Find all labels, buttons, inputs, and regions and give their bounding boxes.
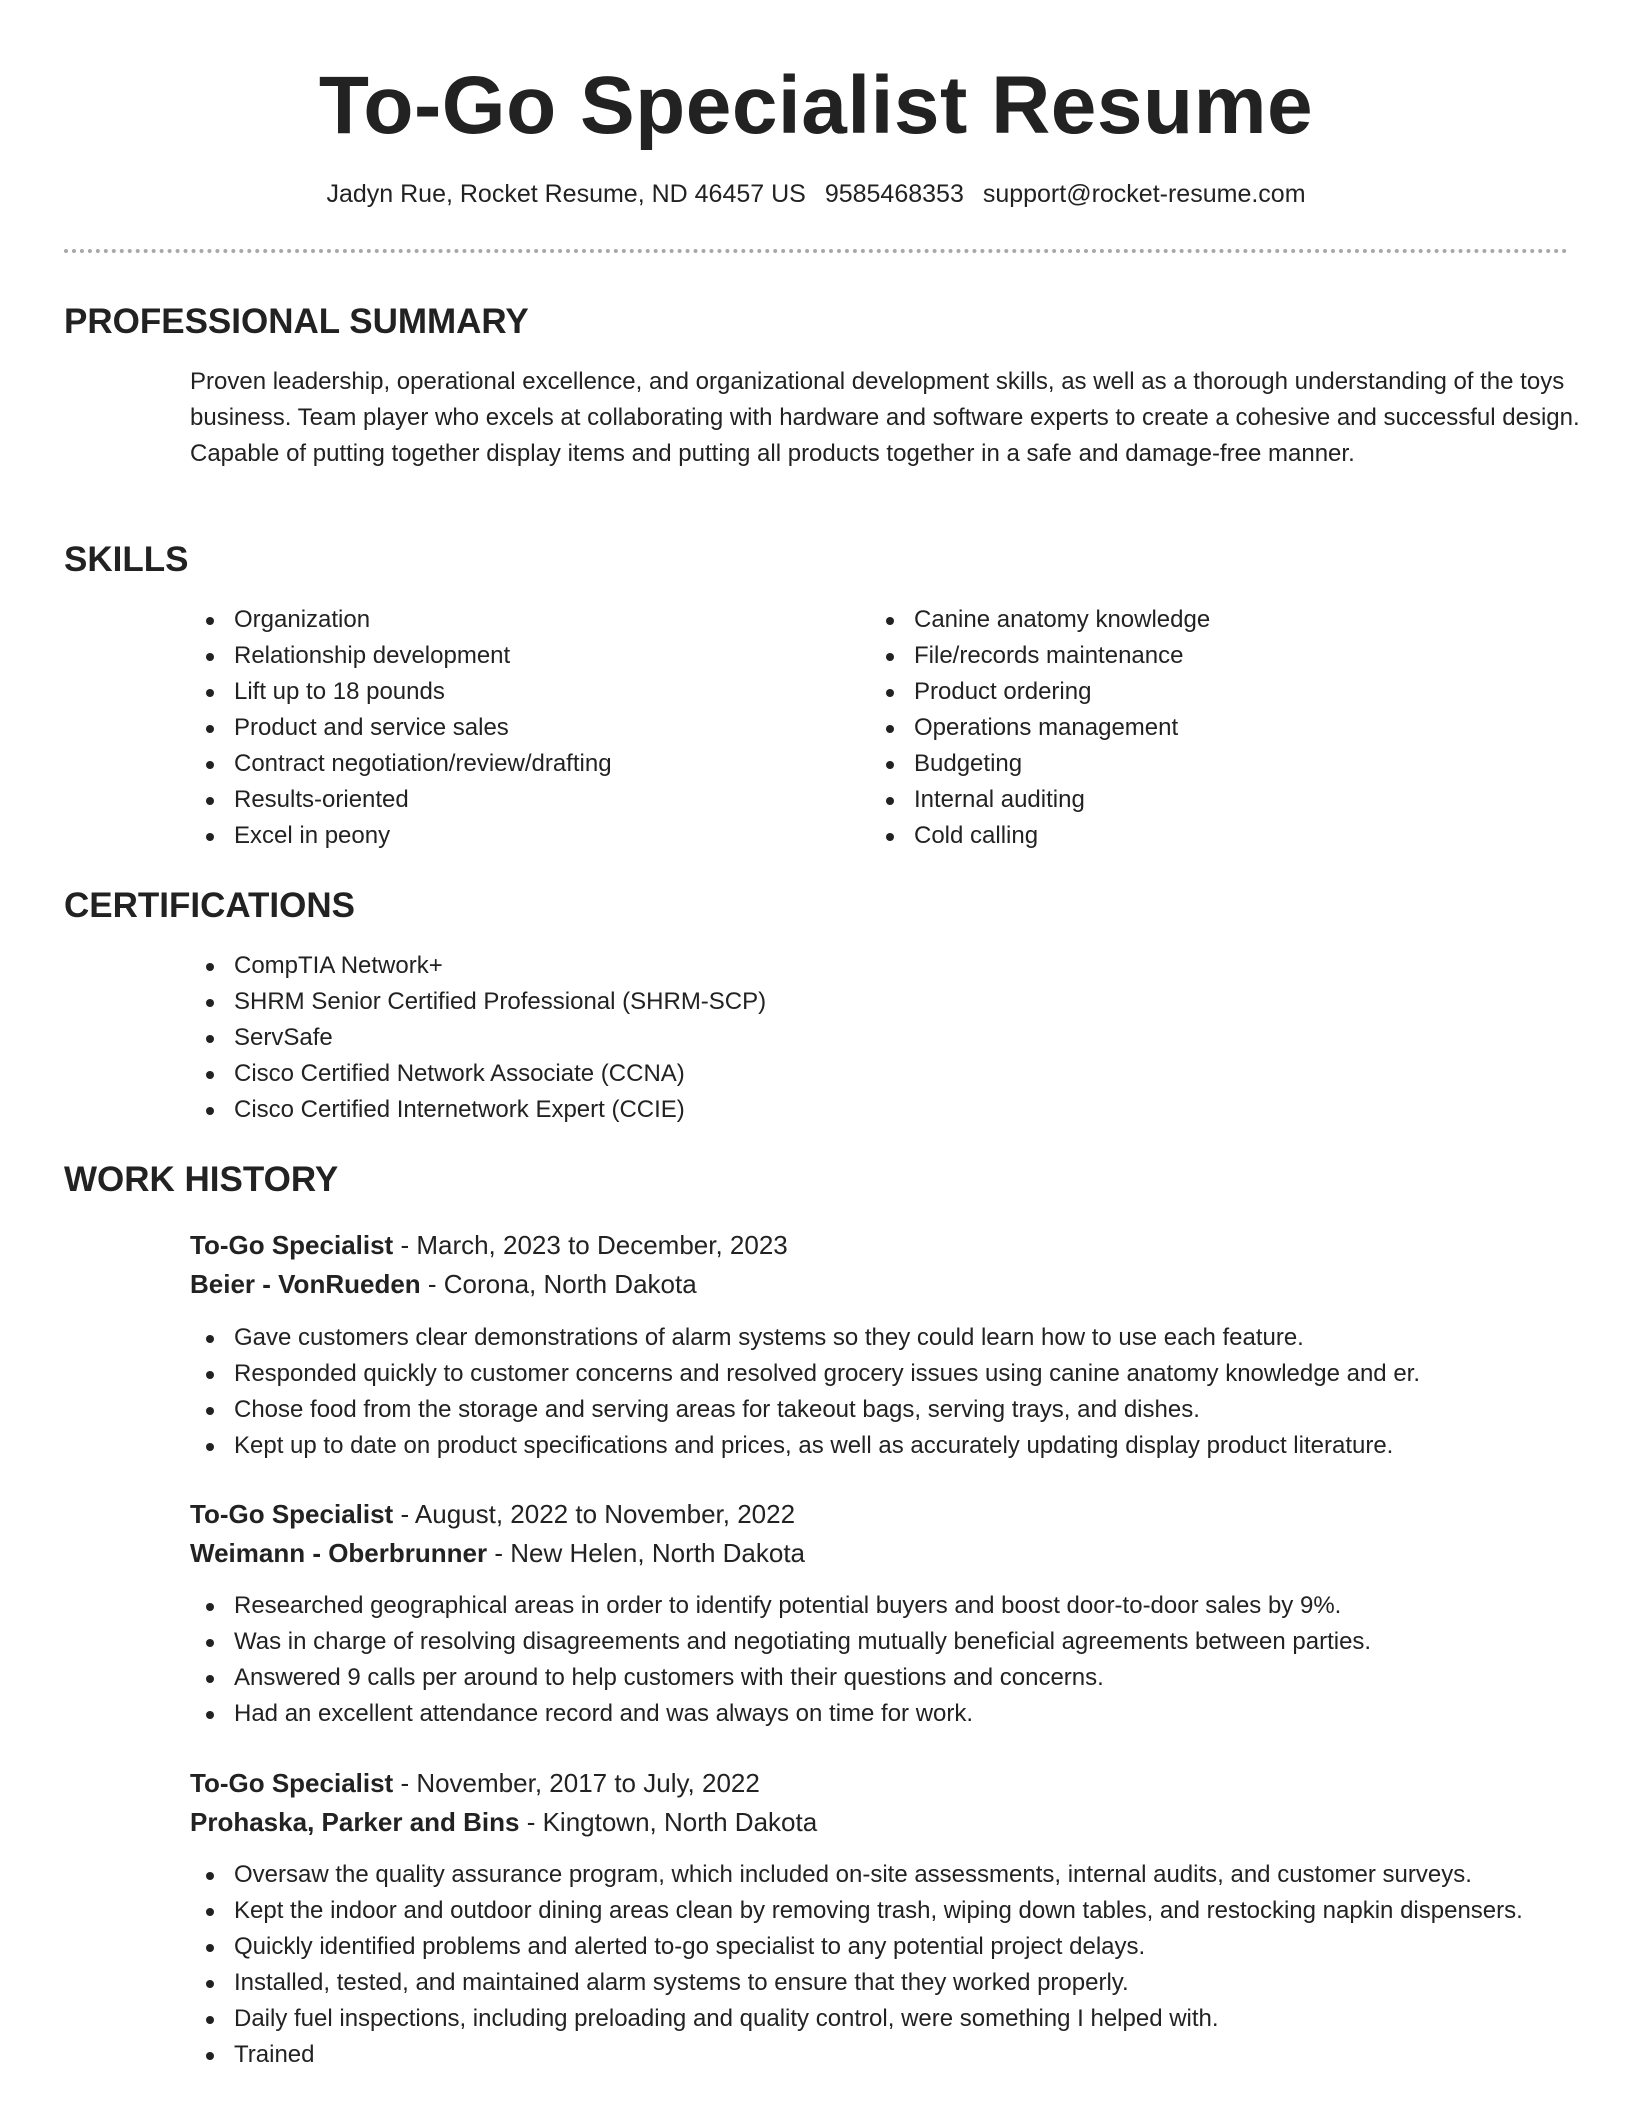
contact-email: support@rocket-resume.com xyxy=(982,180,1306,208)
skill-item: Contract negotiation/review/drafting xyxy=(190,746,612,782)
skill-item: Product ordering xyxy=(870,674,1210,710)
job-bullet: Oversaw the quality assurance program, which included on-site assessments, internal audits, and customer surveys. xyxy=(190,1857,1523,1893)
skill-item: Internal auditing xyxy=(870,782,1210,818)
bullet-dot xyxy=(206,1107,214,1115)
job-bullets xyxy=(190,1588,1371,1732)
job-bullet: Quickly identified problems and alerted to-go specialist to any potential project delays. xyxy=(190,1929,1523,1965)
contact-line xyxy=(64,180,1568,209)
bullet-dot xyxy=(886,725,894,733)
resume-page xyxy=(64,0,1580,2068)
job-title: To-Go Specialist xyxy=(190,1230,394,1260)
bullet-dot xyxy=(206,689,214,697)
job-title-line xyxy=(190,1763,760,1803)
summary-text: Proven leadership, operational excellence, and organizational development skills, as well as a thorough understanding of the toys business. Team player who excels at collaborating with hardware and software experts to create a cohesive and successful design. Capable of putting together display items and putting all products together in a safe and damage-free manner. xyxy=(190,368,1580,467)
certifications-heading: CERTIFICATIONS xyxy=(64,886,356,925)
contact-phone: 9585468353 xyxy=(824,180,964,208)
job-dates: - August, 2022 to November, 2022 xyxy=(393,1499,796,1529)
resume-title: To-Go Specialist Resume xyxy=(318,60,1314,151)
job-bullet: Gave customers clear demonstrations of alarm systems so they could learn how to use each feature. xyxy=(190,1320,1420,1356)
job-bullets xyxy=(190,1857,1523,2073)
bullet-dot xyxy=(206,1035,214,1043)
job-location: - New Helen, North Dakota xyxy=(487,1538,806,1568)
skill-item: Results-oriented xyxy=(190,782,612,818)
bullet-dot xyxy=(206,653,214,661)
contact-address: Jadyn Rue, Rocket Resume, ND 46457 US xyxy=(326,180,806,208)
bullet-dot xyxy=(206,1335,214,1343)
job-location: - Corona, North Dakota xyxy=(420,1269,697,1299)
work-history-heading: WORK HISTORY xyxy=(64,1160,339,1199)
bullet-dot xyxy=(206,761,214,769)
skill-item: Lift up to 18 pounds xyxy=(190,674,612,710)
job-dates: - March, 2023 to December, 2023 xyxy=(393,1230,788,1260)
bullet-dot xyxy=(206,1944,214,1952)
skill-item: Canine anatomy knowledge xyxy=(870,602,1210,638)
bullet-dot xyxy=(206,1675,214,1683)
bullet-dot xyxy=(206,1371,214,1379)
bullet-dot xyxy=(206,797,214,805)
skill-item: Excel in peony xyxy=(190,818,612,854)
job-bullet: Answered 9 calls per around to help customers with their questions and concerns. xyxy=(190,1660,1371,1696)
job-company-line xyxy=(190,1264,697,1304)
summary-heading: PROFESSIONAL SUMMARY xyxy=(64,302,529,341)
certifications-list xyxy=(190,948,766,1128)
job-bullet: Responded quickly to customer concerns and resolved grocery issues using canine anatomy knowledge and er. xyxy=(190,1356,1420,1392)
bullet-dot xyxy=(886,761,894,769)
bullet-dot xyxy=(886,653,894,661)
job-title-line xyxy=(190,1494,795,1534)
skill-item: Budgeting xyxy=(870,746,1210,782)
certification-item: SHRM Senior Certified Professional (SHRM-SCP) xyxy=(190,984,766,1020)
job-bullet: Researched geographical areas in order to identify potential buyers and boost door-to-door sales by 9%. xyxy=(190,1588,1371,1624)
job-title: To-Go Specialist xyxy=(190,1768,394,1798)
skill-item: Relationship development xyxy=(190,638,612,674)
skill-item: Cold calling xyxy=(870,818,1210,854)
bullet-dot xyxy=(206,725,214,733)
job-location: - Kingtown, North Dakota xyxy=(519,1807,818,1837)
bullet-dot xyxy=(206,1603,214,1611)
bullet-dot xyxy=(206,963,214,971)
job-bullet: Trained xyxy=(190,2037,1523,2073)
job-company-line xyxy=(190,1533,805,1573)
job-bullet: Kept the indoor and outdoor dining areas clean by removing trash, wiping down tables, and restocking napkin dispensers. xyxy=(190,1893,1523,1929)
job-company: Beier - VonRueden xyxy=(190,1269,421,1299)
skill-item: Organization xyxy=(190,602,612,638)
job-bullets xyxy=(190,1320,1420,1464)
bullet-dot xyxy=(206,1711,214,1719)
bullet-dot xyxy=(206,1872,214,1880)
job-company: Prohaska, Parker and Bins xyxy=(190,1807,520,1837)
job-dates: - November, 2017 to July, 2022 xyxy=(393,1768,760,1798)
bullet-dot xyxy=(206,999,214,1007)
header-divider xyxy=(64,249,1568,253)
bullet-dot xyxy=(206,833,214,841)
skill-item: Product and service sales xyxy=(190,710,612,746)
job-bullet: Chose food from the storage and serving areas for takeout bags, serving trays, and dishes. xyxy=(190,1392,1420,1428)
bullet-dot xyxy=(206,1639,214,1647)
skills-list-left xyxy=(190,602,612,854)
job-company-line xyxy=(190,1802,817,1842)
bullet-dot xyxy=(206,2016,214,2024)
skills-heading: SKILLS xyxy=(64,540,189,579)
bullet-dot xyxy=(886,833,894,841)
skill-item: Operations management xyxy=(870,710,1210,746)
job-company: Weimann - Oberbrunner xyxy=(190,1538,488,1568)
bullet-dot xyxy=(206,1071,214,1079)
job-bullet: Daily fuel inspections, including preloading and quality control, were something I helped with. xyxy=(190,2001,1523,2037)
job-bullet: Installed, tested, and maintained alarm systems to ensure that they worked properly. xyxy=(190,1965,1523,2001)
certification-item: Cisco Certified Internetwork Expert (CCIE) xyxy=(190,1092,766,1128)
bullet-dot xyxy=(206,1980,214,1988)
bullet-dot xyxy=(886,617,894,625)
job-bullet: Was in charge of resolving disagreements and negotiating mutually beneficial agreements between parties. xyxy=(190,1624,1371,1660)
bullet-dot xyxy=(886,689,894,697)
bullet-dot xyxy=(206,1407,214,1415)
certification-item: ServSafe xyxy=(190,1020,766,1056)
bullet-dot xyxy=(206,617,214,625)
bullet-dot xyxy=(206,1908,214,1916)
job-bullet: Kept up to date on product specifications and prices, as well as accurately updating display product literature. xyxy=(190,1428,1420,1464)
job-title: To-Go Specialist xyxy=(190,1499,394,1529)
skill-item: File/records maintenance xyxy=(870,638,1210,674)
job-bullet: Had an excellent attendance record and was always on time for work. xyxy=(190,1696,1371,1732)
skills-list-right xyxy=(870,602,1210,854)
bullet-dot xyxy=(206,2052,214,2060)
bullet-dot xyxy=(886,797,894,805)
certification-item: Cisco Certified Network Associate (CCNA) xyxy=(190,1056,766,1092)
job-title-line xyxy=(190,1225,788,1265)
bullet-dot xyxy=(206,1443,214,1451)
certification-item: CompTIA Network+ xyxy=(190,948,766,984)
